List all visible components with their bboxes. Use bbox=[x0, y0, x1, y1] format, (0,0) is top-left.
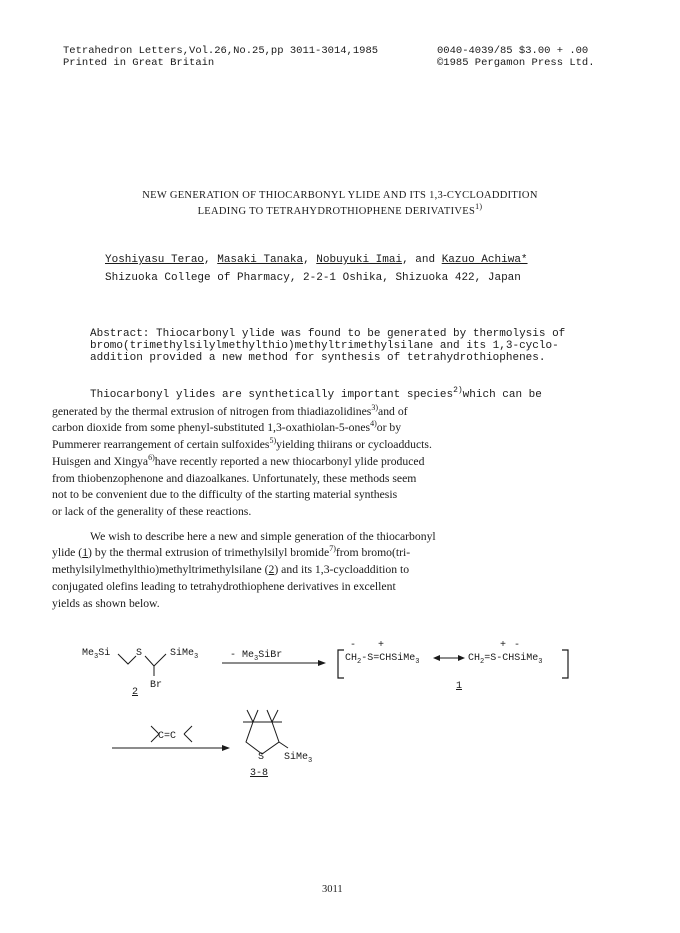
bracket-right bbox=[562, 650, 568, 678]
copyright: ©1985 Pergamon Press Ltd. bbox=[437, 57, 595, 69]
body-line: conjugated olefins leading to tetrahydrothiophene derivatives in excellent bbox=[52, 580, 396, 593]
abstract-line-2: bromo(trimethylsilylmethylthio)methyltrimethylsilane and its 1,3-cyclo- bbox=[90, 340, 559, 352]
issn-price: 0040-4039/85 $3.00 + .00 bbox=[437, 45, 589, 57]
paper-title-line2 bbox=[0, 202, 680, 217]
paper-title-line1: NEW GENERATION OF THIOCARBONYL YLIDE AND ITS 1,3-CYCLOADDITION bbox=[142, 190, 538, 201]
affiliation: Shizuoka College of Pharmacy, 2-2-1 Oshika, Shizuoka 422, Japan bbox=[105, 272, 521, 284]
title-ref: 1) bbox=[475, 202, 483, 211]
printed-in: Printed in Great Britain bbox=[63, 57, 215, 69]
author-1: Yoshiyasu Terao bbox=[105, 254, 205, 266]
page-number: 3011 bbox=[322, 884, 343, 895]
product-sime3: SiMe$_3$ bbox=[284, 752, 313, 765]
reactant-bromine: Br bbox=[150, 680, 163, 691]
compound-ref-2: 2 bbox=[268, 563, 275, 576]
title-text: LEADING TO TETRAHYDROTHIOPHENE DERIVATIVES bbox=[197, 206, 476, 217]
reactant-structure bbox=[82, 647, 198, 698]
body-line: from thiobenzophenone and diazoalkanes. Unfortunately, these methods seem bbox=[52, 472, 417, 485]
abstract-line-3: addition provided a new method for synthesis of tetrahydrothiophenes. bbox=[90, 352, 546, 364]
reaction-arrow-1 bbox=[222, 649, 326, 666]
olefin-label: C=C bbox=[158, 731, 177, 742]
reactant-number: 2 bbox=[132, 687, 139, 698]
body-line: Pummerer rearrangement of certain sulfoxides$^{5)}$yielding thiirans or cycloadducts. bbox=[52, 436, 432, 451]
body-line: ylide (1) by the thermal extrusion of trimethylsilyl bromide$^{7)}$from bromo(tri- bbox=[52, 544, 411, 559]
body-line: not to be convenient due to the difficulty of the starting material synthesis bbox=[52, 488, 398, 501]
thiophene-ring bbox=[246, 722, 279, 754]
reaction-scheme bbox=[0, 630, 680, 780]
reagent-label: - $Me_3SiBr$ bbox=[230, 650, 283, 663]
body-line: generated by the thermal extrusion of nitrogen from thiadiazolidines$^{3)}$and of bbox=[52, 403, 408, 418]
reaction-arrow-2 bbox=[112, 726, 230, 751]
body-line: Huisgen and Xingya$^{6)}$have recently reported a new thiocarbonyl ylide produced bbox=[52, 453, 425, 468]
reactant-sulfur: S bbox=[136, 648, 143, 659]
compound-ref-1: 1 bbox=[82, 546, 89, 559]
body-line: yields as shown below. bbox=[52, 597, 160, 610]
ring-sulfur: S bbox=[258, 752, 265, 763]
ylide-form-a: $CH_2-S=CHSiMe_3$ bbox=[345, 653, 420, 666]
reactant-sime3: SiMe$_3$ bbox=[170, 648, 199, 661]
bond-chain-right bbox=[145, 654, 166, 666]
body-line: Thiocarbonyl ylides are synthetically important species$^{2)}$which can be bbox=[90, 386, 542, 401]
author-list: Yoshiyasu Terao, Masaki Tanaka, Nobuyuki Imai, and Kazuo Achiwa* bbox=[105, 254, 528, 266]
ylide-form-b: $CH_2=S-CHSiMe_3$ bbox=[468, 653, 543, 666]
body-line: methylsilylmethylthio)methyltrimethylsilane (2) and its 1,3-cycloaddition to bbox=[52, 563, 410, 576]
author-2: Masaki Tanaka bbox=[217, 254, 304, 266]
body-line: We wish to describe here a new and simple generation of the thiocarbonyl bbox=[90, 530, 436, 543]
author-4: Kazuo Achiwa* bbox=[441, 254, 528, 266]
bond-chain-left bbox=[118, 654, 136, 664]
product-number: 3-8 bbox=[250, 768, 269, 779]
abstract-line-1: Abstract: Thiocarbonyl ylide was found to be generated by thermolysis of bbox=[90, 328, 566, 340]
charge-plus-a: + bbox=[378, 640, 385, 651]
ylide-number: 1 bbox=[456, 681, 463, 692]
reactant-me3si: $Me_3Si$ bbox=[82, 648, 111, 661]
bracket-left bbox=[338, 650, 344, 678]
author-3: Nobuyuki Imai bbox=[316, 254, 403, 266]
charge-minus-b: - bbox=[514, 640, 521, 651]
ylide-structure bbox=[338, 640, 568, 692]
journal-citation: Tetrahedron Letters,Vol.26,No.25,pp 3011-3014,1985 bbox=[63, 45, 379, 57]
charge-minus-a: - bbox=[350, 640, 357, 651]
body-line: or lack of the generality of these reactions. bbox=[52, 505, 252, 518]
body-line: carbon dioxide from some phenyl-substituted 1,3-oxathiolan-5-ones$^{4)}$or by bbox=[52, 419, 402, 434]
product-structure bbox=[243, 710, 312, 779]
charge-plus-b: + bbox=[500, 640, 507, 651]
